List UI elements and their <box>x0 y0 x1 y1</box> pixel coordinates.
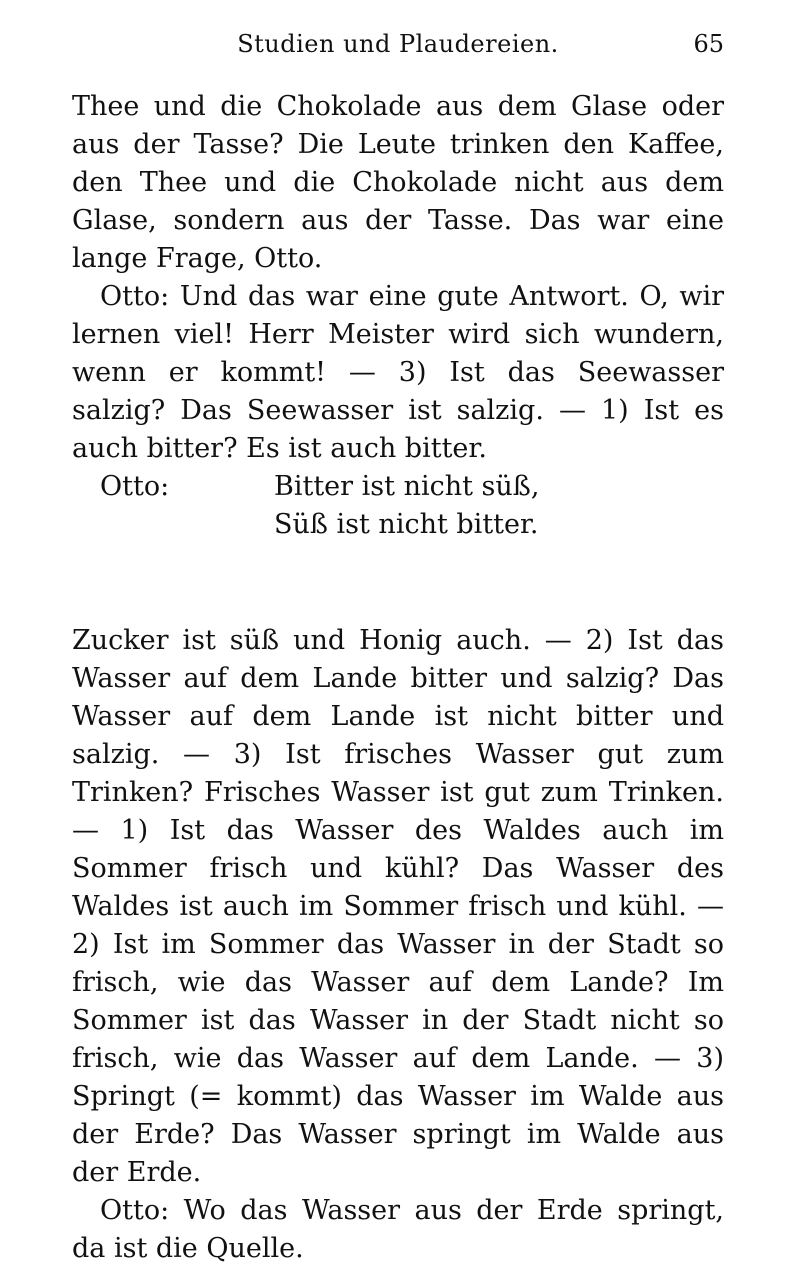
paragraph-2-text: Und das war eine gute Antwort. O, wir lernen viel! Herr Meister wird sich wundern, wenn er kommt! — 3) Ist das Seewasser salzig? Das Seewasser ist salzig. — 1) Ist es auch bitter? Es ist auch bitter. <box>72 281 724 464</box>
verse-speaker-label: Otto: <box>100 471 170 502</box>
verse-block <box>72 468 724 544</box>
paragraph-1 <box>72 88 724 278</box>
running-header <box>72 30 724 66</box>
running-title: Studien und Plaudereien. <box>237 30 559 58</box>
paragraph-4 <box>72 1192 724 1268</box>
paragraph-2 <box>72 278 724 468</box>
page-number: 65 <box>693 30 724 58</box>
paragraph-4-text: Wo das Wasser aus der Erde springt, da ist die Quelle. <box>72 1195 724 1264</box>
section-gap <box>72 544 724 622</box>
body-text <box>72 88 724 1268</box>
verse-line-2: Süß ist nicht bitter. <box>274 509 539 540</box>
paragraph-3 <box>72 622 724 1192</box>
speaker-label-2: Otto: <box>100 1195 170 1226</box>
verse-line-1: Bitter ist nicht süß, <box>274 471 540 502</box>
speaker-label: Otto: <box>100 281 170 312</box>
paragraph-3-text: Zucker ist süß und Honig auch. — 2) Ist das Wasser auf dem Lande bitter und salzig? Das Wasser auf dem Lande ist nicht bitter und salzig. — 3) Ist frisches Wasser gut zum Trinken? Frisches Wasser ist gut zum Trinken. — 1) Ist das Wasser des Waldes auch im Sommer frisch und kühl? Das Wasser des Waldes ist auch im Sommer frisch und kühl. — 2) Ist im Sommer das Wasser in der Stadt so frisch, wie das Wasser auf dem Lande? Im Sommer ist das Wasser in der Stadt nicht so frisch, wie das Wasser auf dem Lande. — 3) Springt (= kommt) das Wasser im Walde aus der Erde? Das Wasser springt im Walde aus der Erde. <box>72 625 724 1188</box>
paragraph-1-text: Thee und die Chokolade aus dem Glase oder aus der Tasse? Die Leute trinken den Kaffee, den Thee und die Chokolade nicht aus dem Glase, sondern aus der Tasse. Das war eine lange Frage, Otto. <box>72 91 724 274</box>
